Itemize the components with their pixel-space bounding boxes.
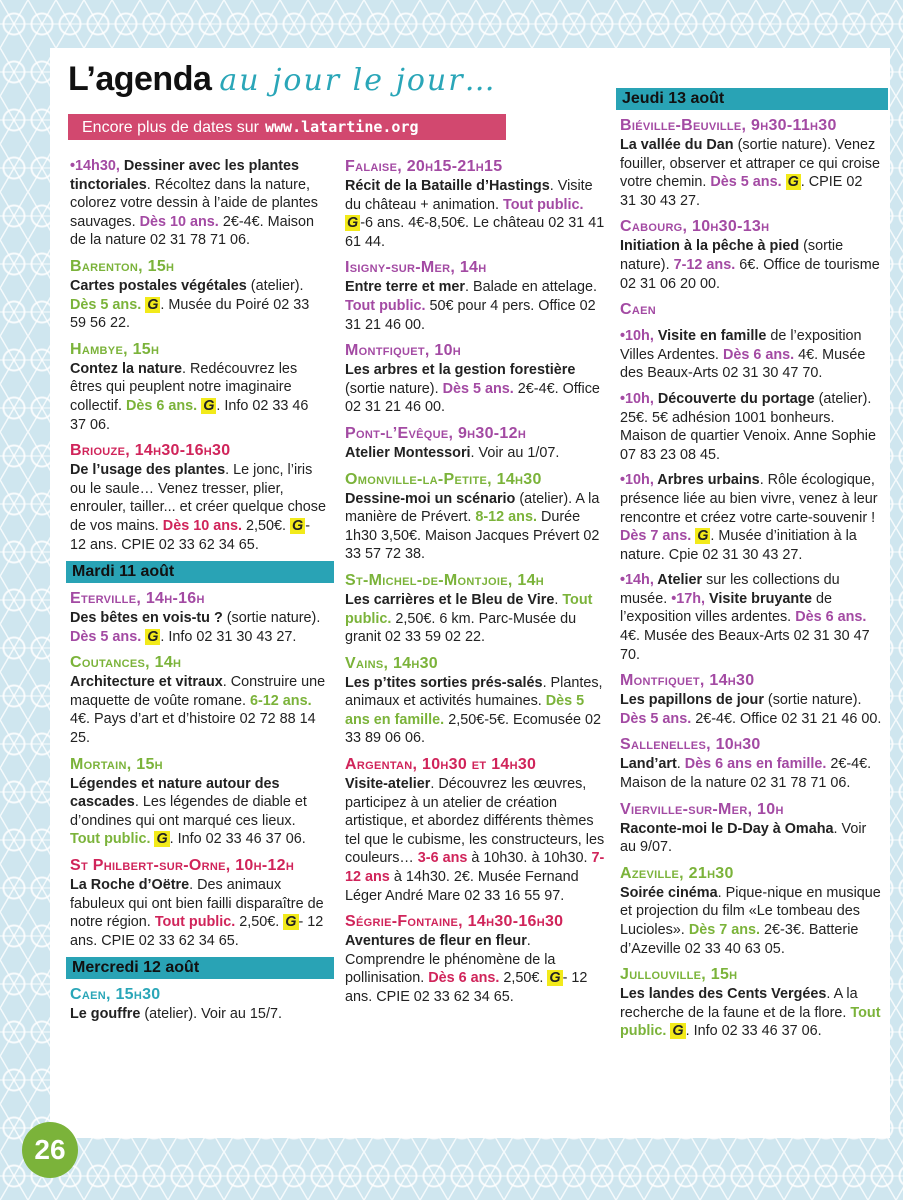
event-location-time: St-Michel-de-Montjoie, 14h [345,571,545,589]
age-range: Dès 6 ans. [125,397,198,414]
event-details [345,278,607,334]
agenda-entry [345,654,607,748]
age-range: Dès 7 ans. [620,528,692,545]
event-description: . [676,756,681,773]
agenda-entry [620,571,882,664]
event-location-time: Caen, 15h30 [70,986,161,1004]
agenda-entry [345,157,607,251]
event-location-time: Cabourg, 10h30-13h [620,218,770,236]
agenda-entry [345,424,607,463]
event-details [70,609,328,646]
event-title: Atelier [653,572,703,589]
event-time: •10h, [620,328,654,345]
event-location-time: Briouze, 14h30-16h30 [70,442,231,460]
agenda-entry [345,470,607,564]
agenda-entry [345,341,607,417]
event-location-time: Vierville-sur-Mer, 10h [620,800,784,818]
event-details [345,361,607,417]
event-title: Architecture et vitraux [70,674,223,691]
event-title: Des bêtes en vois-tu ? [70,610,223,627]
event-location-time: Falaise, 20h15-21h15 [345,158,503,175]
event-info: 2,50€-5€. Ecomusée 02 33 89 06 06. [345,711,601,747]
event-info: . Info 02 33 46 37 06. [169,831,306,848]
event-info: 4€. Musée des Beaux-Arts 02 31 30 47 70. [620,346,866,382]
event-title: Arbres urbains [653,472,760,489]
event-title: Récit de la Bataille d’Hastings [345,178,550,194]
age-range: Dès 5 ans. [710,174,782,191]
event-location-time: Hambye, 15h [70,340,160,358]
event-description: . Balade en attelage. [464,279,598,296]
event-location-time: Jullouville, 15h [620,966,738,984]
page-header [68,60,497,99]
event-details [345,591,607,647]
agenda-entry [620,965,882,1041]
event-info: 2,50€. 6 km. Parc-Musée du granit 02 33 59 02 22. [345,610,577,646]
free-badge: G [787,174,799,191]
page-subtitle: au jour le jour… [219,63,497,98]
event-details [620,571,882,664]
event-info: . CPIE 02 31 30 43 27. [620,174,863,209]
event-description: (sortie nature). [345,380,439,397]
day-header: Jeudi 13 août [616,88,888,110]
event-location-time: Coutances, 14h [70,654,182,672]
event-info: 2€-4€. Office 02 31 21 46 00. [345,380,600,416]
age-range: Tout public. [620,1004,881,1040]
event-location-time: St Philbert-sur-Orne, 10h-12h [70,857,295,875]
age-range: Dès 5 ans en famille. [345,693,585,728]
age-range: Tout public. [503,196,584,213]
age-range: Dès 10 ans. [162,517,242,534]
event-details [345,177,607,251]
age-range: Dès 5 ans. [620,710,692,727]
event-description: . Des animaux fabuleux qui ont bien failli disparaître de notre région. [70,877,324,931]
age-range: Dès 5 ans. [442,380,514,397]
event-location-time: Sallenelles, 10h30 [620,736,761,754]
agenda-entry [620,800,882,857]
event-title: De l’usage des plantes [70,462,226,479]
page-title: L’agenda [68,60,212,98]
free-badge: G [292,517,304,534]
event-title: Les arbres et la gestion forestière [345,362,576,379]
agenda-entry [70,589,328,646]
event-details [345,490,607,564]
age-range: Tout public. [345,591,593,627]
event-description: sur les collections du musée. [620,572,840,607]
event-title: Visite en famille [653,328,767,345]
event-info: . Musée d’initiation à la nature. Cpie 02 31 30 43 27. [620,528,857,563]
event-info: 4€. Musée des Beaux-Arts 02 31 30 47 70. [620,628,870,663]
day-header: Mercredi 12 août [66,957,334,979]
event-title: Les papillons de jour [620,692,764,709]
event-info: . Info 02 33 46 37 06. [685,1023,822,1040]
agenda-entry [70,653,328,747]
agenda-entry [70,441,328,554]
event-details [620,985,882,1041]
age-range: Dès 5 ans. [70,296,142,313]
age-range: 3-6 ans [417,850,468,867]
event-description: . Voir au 1/07. [470,444,560,461]
event-location-time: Omonville-la-Petite, 14h30 [345,470,542,488]
agenda-entry [70,157,328,250]
free-badge: G [147,296,159,313]
event-details [620,691,882,728]
event-details [70,157,328,250]
agenda-entry [620,864,882,958]
free-badge: G [156,831,168,848]
agenda-entry [70,755,328,849]
event-details [70,277,328,333]
event-description: . Voir au 9/07. [620,820,867,856]
age-range: Dès 6 ans en famille. [684,756,827,773]
event-info: 2,50€. [239,914,280,931]
age-range: 7-12 ans. [673,256,736,273]
agenda-entry [620,217,882,293]
agenda-entry [70,856,328,950]
age-range: Dès 10 ans. [139,213,219,230]
event-location-time: Ségrie-Fontaine, 14h30-16h30 [345,913,564,931]
event-details [620,884,882,958]
event-time: •14h, [620,572,654,589]
event-title: Entre terre et mer [345,279,465,296]
event-info: . Info 02 31 30 43 27. [160,628,297,645]
event-time: •14h30, [70,158,120,174]
event-location-time: Barenton, 15h [70,257,175,275]
event-description: . Visite du château + animation. [345,178,593,213]
agenda-entry [620,735,882,792]
event-info: 2,50€. [503,970,544,987]
event-title: Soirée cinéma [620,884,718,901]
free-badge: G [549,970,561,987]
agenda-entry [620,671,882,728]
event-location-time: Biéville-Beuville, 9h30-11h30 [620,117,837,134]
event-info: 2€-4€. Maison de la nature 02 31 78 71 06. [620,756,872,792]
event-details [620,471,882,564]
event-description: . Rôle écologique, présence liée au bien vivre, venez à leur rencontre et créez votre carte-souvenir ! [620,472,878,526]
age-range: Dès 6 ans. [722,346,795,363]
event-location-time: Mortain, 15h [70,755,163,773]
page-number: 26 [22,1122,78,1178]
event-title: La vallée du Dan [620,137,734,153]
event-location-time: Argentan, 10h30 et 14h30 [345,756,537,774]
agenda-entry [345,912,607,1006]
event-title: Dessine-moi un scénario [345,490,516,507]
agenda-entry [345,755,607,905]
event-description: (sortie nature). [620,238,844,273]
event-details [620,237,882,293]
more-dates-label: Encore plus de dates sur [82,119,259,136]
event-info: -6 ans. 4€-8,50€. Le château 02 31 41 61 44. [345,215,605,250]
event-title: Découverte du portage [653,390,815,407]
agenda-column-3 [620,82,882,1048]
event-time: •10h, [620,390,654,407]
event-time: •10h, [620,472,654,489]
event-title: Raconte-moi le D-Day à Omaha [620,820,834,837]
event-info: 2€-4€. Office 02 31 21 46 00. [695,710,882,727]
event-title: Initiation à la pêche à pied [620,238,800,255]
day-header: Mardi 11 août [66,561,334,583]
event-title: Les carrières et le Bleu de Vire [345,591,555,608]
event-info: . Info 02 33 46 37 06. [70,397,309,433]
age-range: Dès 6 ans. [428,970,500,987]
agenda-column-1 [70,157,328,1031]
event-title: Cartes postales végétales [70,277,247,294]
event-info: 2€-3€. Batterie d’Azeville 02 33 40 63 05. [620,922,859,957]
event-description: de l’exposition villes ardentes. [620,590,832,626]
event-description: . Les légendes de diable et d’ondines qui ont marqué ces lieux. [70,794,307,829]
event-details [620,820,882,857]
event-title: Land’art [620,756,677,773]
agenda-entry [70,257,328,333]
event-details [70,876,328,950]
event-title: Atelier Montessori [345,444,471,461]
agenda-entry [620,390,882,464]
event-title: Légendes et nature autour des cascades [70,775,280,811]
age-range: Dès 5 ans. [70,628,142,645]
event-info: - 12 ans. CPIE 02 33 62 34 65. [70,517,311,553]
event-location-time: Montfiquet, 14h30 [620,672,755,690]
event-description: . Redécouvrez les êtres qui peuplent notre imaginaire collectif. [70,360,298,414]
event-info: Durée 1h30 3,50€. Maison Jacques Prévert 02 33 57 72 38. [345,509,600,563]
free-badge: G [203,397,215,414]
agenda-entry [70,340,328,434]
event-description: de l’exposition Villes Ardentes. [620,328,862,363]
event-description: (atelier). [246,277,304,294]
event-location-time: Vains, 14h30 [345,654,438,672]
event-details [70,673,328,747]
event-details [620,136,882,210]
event-description: . Découvrez les œuvres, participez à un atelier de création artistique, et abordez différents thèmes tel que le cubisme, les constructeurs, les couleurs… [345,776,605,867]
event-time: •17h, [671,590,706,607]
event-info: 2,50€. [246,517,287,534]
event-description: . Récoltez dans la nature, colorez votre dessin à l’aide de plantes sauvages. [70,176,318,230]
event-details [620,755,882,792]
event-details [70,360,328,434]
event-description: (sortie nature). Venez fouiller, observer et attraper ce qui croise votre chemin. [620,137,880,191]
event-title: Dessiner avec les plantes tinctoriales [70,158,300,193]
free-badge: G [147,628,159,645]
event-info: . Musée du Poiré 02 33 59 56 22. [70,296,310,332]
event-location-time: Montfiquet, 10h [345,342,462,360]
event-title: Les p’tites sorties prés-salés [345,674,543,691]
event-details [345,444,607,463]
age-range: Tout public. [70,831,151,848]
event-info: 4€. Pays d’art et d’histoire 02 72 88 14 25. [70,711,316,747]
agenda-entry [620,327,882,383]
agenda-entry [345,258,607,334]
more-dates-link[interactable]: www.latartine.org [265,118,419,136]
event-details [70,775,328,849]
event-location-time: Eterville, 14h-16h [70,590,205,608]
event-details [345,674,607,748]
agenda-entry [345,571,607,647]
event-details [620,390,882,464]
age-range: Tout public. [154,914,236,931]
event-info: à 10h30. [531,850,588,867]
event-details [70,1005,328,1024]
event-description: . Le jonc, l’iris ou le saule… Venez tresser, plier, enrouler, tailler... et créer quelque chose de vos mains. [70,462,326,534]
free-badge: G [697,528,709,545]
event-details [345,932,607,1006]
event-info: à 10h30. [471,850,528,867]
agenda-entry [620,300,882,320]
event-location-time: Azeville, 21h30 [620,864,734,882]
event-info: - 12 ans. CPIE 02 33 62 34 65. [70,914,324,949]
age-range: 8-12 ans. [475,509,537,526]
more-dates-banner[interactable] [68,114,506,140]
event-description: (sortie nature). [763,692,862,709]
event-description: . Pique-nique en musique et projection du film «Le tombeau des Lucioles». [620,884,881,938]
event-location-time: Isigny-sur-Mer, 14h [345,259,487,277]
agenda-entry [70,985,328,1024]
event-title: Visite bruyante [705,590,812,607]
event-description: . Plantes, animaux et activités humaines. [345,674,603,710]
age-range: Dès 7 ans. [688,922,761,938]
agenda-column-2 [345,157,607,1014]
event-description: (atelier). 25€. 5€ adhésion 1001 bonheurs. Maison de quartier Venoix. Anne Sophie 07 83 23 08 45. [620,390,877,463]
event-info: 50€ pour 4 pers. Office 02 31 21 46 00. [345,297,596,333]
event-info: à 14h30. 2€. Musée Fernand Léger André Mare 02 33 16 55 97. [345,869,579,904]
event-info: 2€-4€. Maison de la nature 02 31 78 71 06. [70,213,315,249]
free-badge: G [347,215,359,232]
event-location-time: Caen [620,301,656,319]
event-description: (sortie nature). [222,610,321,627]
age-range: 7-12 ans [345,850,605,886]
event-location-time: Pont-l’Evêque, 9h30-12h [345,424,527,442]
age-range: Dès 6 ans. [795,609,867,626]
event-title: Visite-atelier [345,776,431,793]
event-title: Les landes des Cents Vergées [620,986,827,1003]
event-info: - 12 ans. CPIE 02 33 62 34 65. [345,970,588,1005]
event-title: Contez la nature [70,360,182,377]
event-title: Aventures de fleur en fleur [345,933,527,950]
age-range: 6-12 ans. [250,692,312,709]
event-details [345,775,607,905]
agenda-entry [620,116,882,210]
event-title: Le gouffre [70,1006,141,1023]
event-description: . Comprendre le phénomène de la pollinisation. [345,933,556,987]
event-details [70,461,328,554]
age-range: Tout public. [345,297,426,314]
event-description: . A la recherche de la faune et de la flore. [620,986,858,1021]
free-badge: G [672,1023,684,1040]
event-info: 6€. Office de tourisme 02 31 06 20 00. [620,256,880,292]
event-description: . [554,591,559,608]
event-title: La Roche d’Oëtre [70,877,190,894]
event-description: . Construire une maquette de voûte romane. [70,674,326,709]
event-details [620,327,882,383]
agenda-entry [620,471,882,564]
event-description: (atelier). A la manière de Prévert. [345,490,600,526]
free-badge: G [285,914,297,931]
event-description: (atelier). Voir au 15/7. [140,1006,282,1023]
